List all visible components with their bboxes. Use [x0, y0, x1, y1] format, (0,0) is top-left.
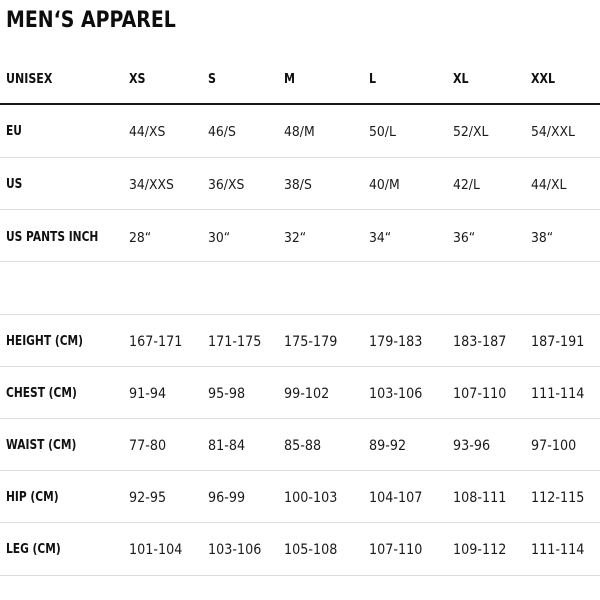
table-cell: 42/L: [453, 177, 480, 193]
table-cell: 92-95: [129, 490, 167, 506]
table-cell: 105-108: [284, 542, 338, 558]
table-row: [0, 332, 600, 352]
table-row: [0, 540, 600, 560]
row-label: US: [6, 177, 23, 192]
table-cell: 36“: [453, 230, 476, 246]
size-l-header: L: [369, 72, 377, 87]
table-cell: 34/XXS: [129, 177, 174, 193]
table-cell: 104-107: [369, 490, 423, 506]
table-cell: 103-106: [369, 386, 423, 402]
table-cell: 95-98: [208, 386, 246, 402]
table-cell: 97-100: [531, 438, 577, 454]
table-cell: 167-171: [129, 334, 183, 350]
page-title: MEN‘S APPAREL: [6, 8, 176, 33]
table-cell: 111-114: [531, 542, 585, 558]
table-cell: 44/XL: [531, 177, 567, 193]
row-label: WAIST (CM): [6, 438, 77, 453]
row-label: HIP (CM): [6, 490, 59, 505]
table-cell: 112-115: [531, 490, 585, 506]
table-cell: 107-110: [453, 386, 507, 402]
table-cell: 28“: [129, 230, 152, 246]
table-cell: 85-88: [284, 438, 322, 454]
table-cell: 77-80: [129, 438, 167, 454]
table-cell: 93-96: [453, 438, 491, 454]
size-m-header: M: [284, 72, 295, 87]
size-s-header: S: [208, 72, 216, 87]
header-divider: [0, 103, 600, 105]
table-cell: 179-183: [369, 334, 423, 350]
table-cell: 36/XS: [208, 177, 245, 193]
table-cell: 111-114: [531, 386, 585, 402]
table-row: [0, 228, 600, 248]
table-cell: 103-106: [208, 542, 262, 558]
table-cell: 100-103: [284, 490, 338, 506]
size-header-row: [0, 70, 600, 90]
table-row: [0, 384, 600, 404]
table-cell: 34“: [369, 230, 392, 246]
table-cell: 48/M: [284, 124, 315, 140]
size-xs-header: XS: [129, 72, 146, 87]
row-label: CHEST (CM): [6, 386, 77, 401]
table-cell: 89-92: [369, 438, 407, 454]
table-cell: 44/XS: [129, 124, 166, 140]
table-cell: 54/XXL: [531, 124, 575, 140]
size-xl-header: XL: [453, 72, 469, 87]
table-cell: 52/XL: [453, 124, 489, 140]
table-cell: 96-99: [208, 490, 246, 506]
table-cell: 91-94: [129, 386, 167, 402]
row-divider: [0, 261, 600, 262]
table-cell: 40/M: [369, 177, 400, 193]
table-cell: 187-191: [531, 334, 585, 350]
row-label: HEIGHT (CM): [6, 334, 84, 349]
table-row: [0, 488, 600, 508]
table-cell: 50/L: [369, 124, 396, 140]
row-divider: [0, 209, 600, 210]
header-label: UNISEX: [6, 72, 53, 87]
table-cell: 171-175: [208, 334, 262, 350]
size-xxl-header: XXL: [531, 72, 556, 87]
table-cell: 175-179: [284, 334, 338, 350]
row-label: LEG (CM): [6, 542, 61, 557]
table-cell: 32“: [284, 230, 307, 246]
table-cell: 107-110: [369, 542, 423, 558]
table-row: [0, 175, 600, 195]
table-cell: 183-187: [453, 334, 507, 350]
table-cell: 30“: [208, 230, 231, 246]
table-cell: 38“: [531, 230, 554, 246]
row-label: US PANTS INCH: [6, 230, 99, 245]
row-divider: [0, 575, 600, 576]
table-cell: 46/S: [208, 124, 236, 140]
row-divider: [0, 522, 600, 523]
row-divider: [0, 470, 600, 471]
table-cell: 101-104: [129, 542, 183, 558]
row-divider: [0, 157, 600, 158]
table-row: [0, 122, 600, 142]
table-cell: 108-111: [453, 490, 507, 506]
row-divider: [0, 366, 600, 367]
table-cell: 81-84: [208, 438, 246, 454]
section-divider: [0, 314, 600, 315]
table-row: [0, 436, 600, 456]
table-cell: 109-112: [453, 542, 507, 558]
row-label: EU: [6, 124, 22, 139]
table-cell: 99-102: [284, 386, 330, 402]
table-cell: 38/S: [284, 177, 312, 193]
row-divider: [0, 418, 600, 419]
